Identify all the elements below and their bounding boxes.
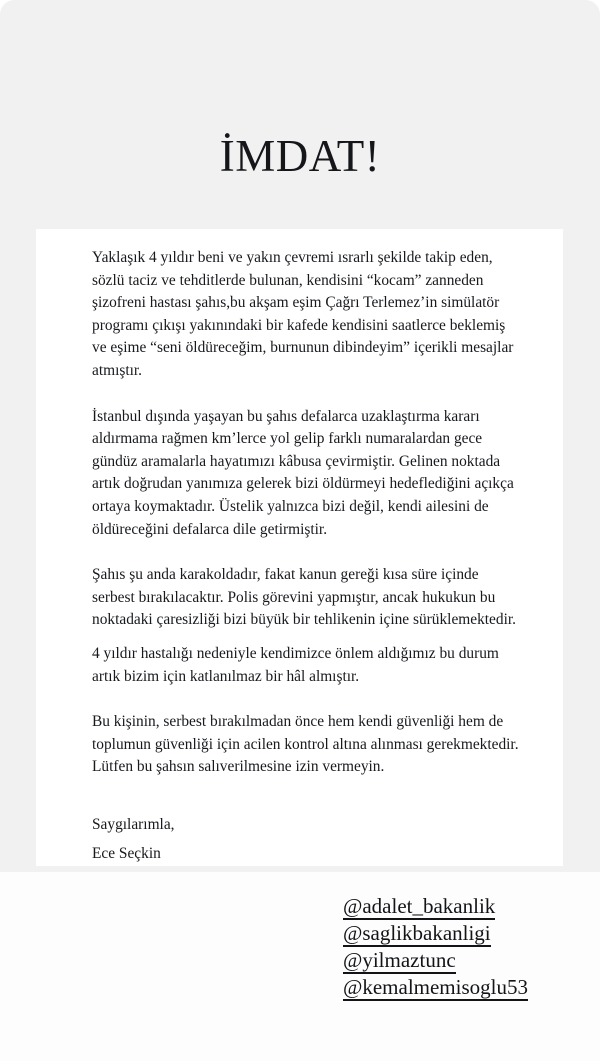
mention-tag-adalet-bakanlik[interactable] <box>343 893 583 920</box>
mention-label[interactable]: @saglikbakanligi <box>343 921 491 945</box>
mention-label[interactable]: @yilmaztunc <box>343 948 456 972</box>
letter-signoff <box>92 813 523 865</box>
letter-paragraph-2: İstanbul dışında yaşayan bu şahıs defalarca uzaklaştırma kararı aldırmama rağmen km’lerce yol gelip farklı numaralardan gece gündüz aramalarla hayatımızı kâbusa çevirmiştir. Gelinen noktada artık doğrudan yanımıza gelerek bizi öldürmeyi hedeflediğini açıkça ortaya koymaktadır. Üstelik yalnızca bizi değil, kendi ailesini de öldüreceğini defalarca dile getirmiştir. <box>92 407 514 538</box>
mention-list <box>343 893 583 1001</box>
letter-paragraph-4: 4 yıldır hastalığı nedeniyle kendimizce önlem aldığımız bu durum artık bizim için katlanılmaz bir hâl almıştır. <box>92 644 499 685</box>
mention-tag-yilmaztunc[interactable] <box>343 947 583 974</box>
letter-signature: Ece Seçkin <box>92 844 161 862</box>
page-title: İMDAT! <box>219 131 381 181</box>
mention-label[interactable]: @adalet_bakanlik <box>343 894 496 918</box>
letter-closing: Saygılarımla, <box>92 815 175 833</box>
mention-label[interactable]: @kemalmemisoglu53 <box>343 975 528 999</box>
letter-card <box>36 229 563 866</box>
letter-paragraph-5: Bu kişinin, serbest bırakılmadan önce hem kendi güvenliği hem de toplumun güvenliği için acilen kontrol altına alınması gerekmektedir. Lütfen bu şahsın salıverilmesine izin vermeyin. <box>92 713 519 776</box>
letter-paragraph-1: Yaklaşık 4 yıldır beni ve yakın çevremi ısrarlı şekilde takip eden, sözlü taciz ve tehditlerde bulunan, kendisini “kocam” zanneden şizofreni hastası şahıs,bu akşam eşim Çağrı Terlemez’in simülatör programı çıkışı yakınındaki bir kafede kendisini saatlerce beklemiş ve eşime “seni öldüreceğim, burnunun dibindeyim” içerikli mesajlar atmıştır. <box>92 249 514 379</box>
mention-tag-kemalmemisoglu53[interactable] <box>343 974 583 1001</box>
letter-paragraph-3: Şahıs şu anda karakoldadır, fakat kanun gereği kısa süre içinde serbest bırakılacaktır. Polis görevini yapmıştır, ancak hukukun bu noktadaki çaresizliği bizi büyük bir tehlikenin içine sürüklemektedir. <box>92 566 516 629</box>
mention-tag-saglikbakanligi[interactable] <box>343 920 583 947</box>
letter-body <box>92 247 523 865</box>
